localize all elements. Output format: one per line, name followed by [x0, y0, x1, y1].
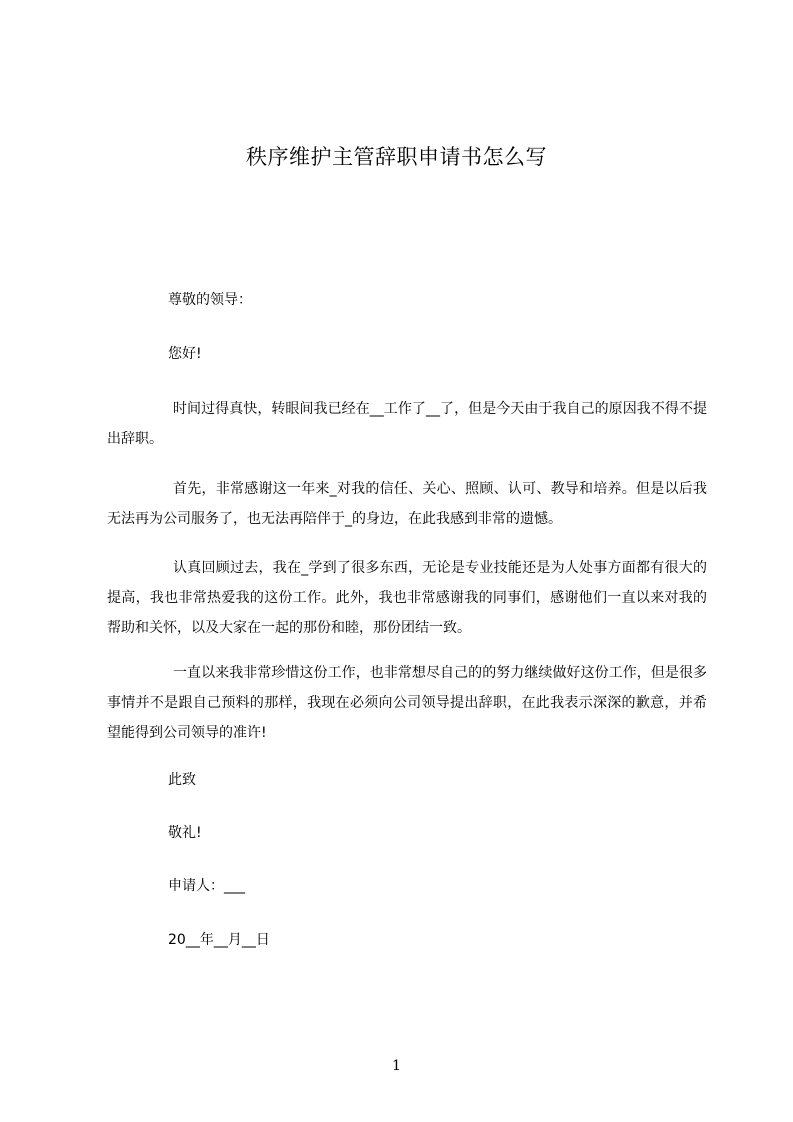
paragraph-1: 时间过得真快，转眼间我已经在__工作了__了，但是今天由于我自己的原因我不得不提出辞职。 — [107, 401, 707, 447]
greeting: 您好! — [168, 346, 202, 362]
applicant-line: 申请人：___ — [168, 878, 245, 894]
paragraph-4: 一直以来我非常珍惜这份工作，也非常想尽自己的的努力继续做好这份工作，但是很多事情并不是跟自己预料的那样，我现在必须向公司领导提出辞职，在此我表示深深的歉意，并希望能得到公司领导的准许! — [107, 665, 707, 741]
date-line: 20__年__月__日 — [168, 932, 270, 948]
paragraph-2: 首先，非常感谢这一年来_对我的信任、关心、照顾、认可、教导和培养。但是以后我无法再为公司服务了，也无法再陪伴于_的身边，在此我感到非常的遗憾。 — [107, 481, 707, 527]
page-number: 1 — [392, 1058, 401, 1074]
regards-line: 敬礼! — [168, 825, 202, 841]
paragraph-3: 认真回顾过去，我在_学到了很多东西，无论是专业技能还是为人处事方面都有很大的提高，我也非常热爱我的这份工作。此外，我也非常感谢我的同事们，感谢他们一直以来对我的帮助和关怀，以及大家在一起的那份和睦，那份团结一致。 — [107, 560, 707, 636]
salutation: 尊敬的领导： — [168, 292, 252, 308]
closing-line: 此致 — [168, 772, 196, 788]
document-title: 秩序维护主管辞职申请书怎么写 — [246, 145, 547, 169]
